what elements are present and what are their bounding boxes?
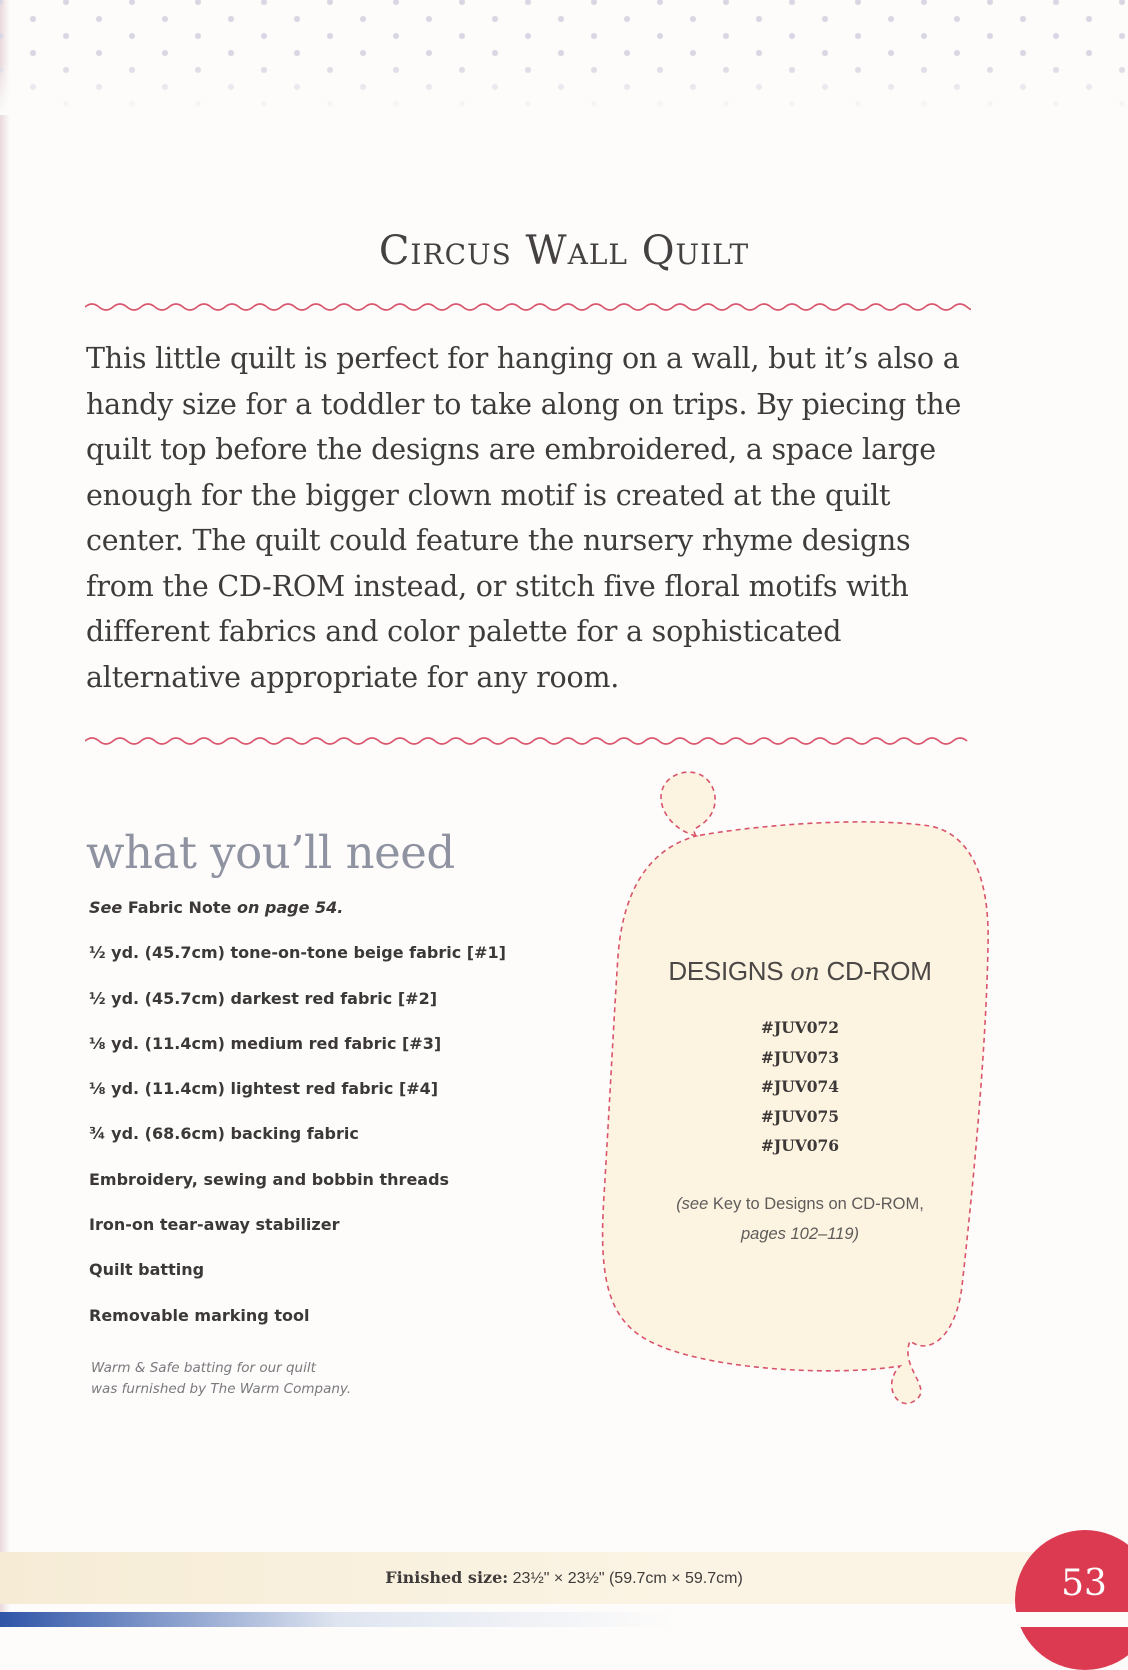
page-title: Circus Wall Quilt xyxy=(378,228,750,274)
cd-heading-cdrom: CD-ROM xyxy=(826,956,932,986)
pattern-fade xyxy=(0,60,1128,115)
fabric-note-reference xyxy=(89,898,609,943)
ref-text: Key to Designs on CD-ROM, xyxy=(712,1194,924,1213)
finished-size xyxy=(0,1568,1128,1588)
design-code-list xyxy=(640,1013,960,1161)
ref-see: (see xyxy=(676,1194,709,1213)
materials-list xyxy=(89,898,609,1351)
material-item: ½ yd. (45.7cm) tone-on-tone beige fabric [#1] xyxy=(89,943,506,963)
note-see: See xyxy=(89,898,123,917)
material-item: Iron-on tear-away stabilizer xyxy=(89,1215,340,1235)
design-code: #JUV074 xyxy=(760,1077,840,1096)
material-item: ½ yd. (45.7cm) darkest red fabric [#2] xyxy=(89,988,438,1008)
note-link: Fabric Note xyxy=(127,898,232,917)
cd-rom-heading xyxy=(640,956,960,987)
design-code: #JUV076 xyxy=(760,1136,840,1155)
cd-heading-on: on xyxy=(790,958,820,986)
design-code: #JUV075 xyxy=(760,1106,840,1126)
finished-size-value: 23½" × 23½" (59.7cm × 59.7cm) xyxy=(512,1570,743,1587)
batting-credit xyxy=(91,1358,421,1400)
ref-pages: pages 102–119) xyxy=(740,1224,860,1243)
finished-size-label: Finished size: xyxy=(385,1568,509,1587)
what-you-need-heading: what you’ll need xyxy=(86,826,455,879)
page-number: 53 xyxy=(1061,1563,1107,1604)
material-item: Embroidery, sewing and bobbin threads xyxy=(89,1169,450,1189)
intro-paragraph: This little quilt is perfect for hanging on a wall, but it’s also a handy size for a toddler to take along on trips. By piecing the quilt top before the designs are embroidered, a space large enough for the bigger clown motif is created at the quilt center. The quilt could feature the nursery rhyme designs from the CD-ROM instead, or stitch five floral motifs with different fabrics and color palette for a sophisticated alternative appropriate for any room. xyxy=(86,342,962,694)
design-code: #JUV073 xyxy=(760,1047,840,1067)
material-item: Removable marking tool xyxy=(89,1305,310,1325)
material-item: ⅛ yd. (11.4cm) medium red fabric [#3] xyxy=(89,1033,442,1053)
design-code: #JUV072 xyxy=(760,1018,840,1037)
page-bottom-edge xyxy=(0,1612,1128,1627)
note-page: on page 54. xyxy=(236,898,344,917)
cd-heading-designs: DESIGNS xyxy=(668,956,784,986)
material-item: Quilt batting xyxy=(89,1260,205,1280)
credit-line: Warm & Safe batting for our quilt xyxy=(91,1360,316,1376)
wavy-divider-bottom xyxy=(85,734,971,748)
material-item: ¾ yd. (68.6cm) backing fabric xyxy=(89,1124,359,1144)
wavy-divider-top xyxy=(85,300,971,314)
credit-line: was furnished by The Warm Company. xyxy=(91,1381,352,1397)
cd-rom-designs-panel xyxy=(640,956,960,1249)
cd-rom-key-reference xyxy=(640,1189,960,1249)
material-item: ⅛ yd. (11.4cm) lightest red fabric [#4] xyxy=(89,1079,439,1099)
